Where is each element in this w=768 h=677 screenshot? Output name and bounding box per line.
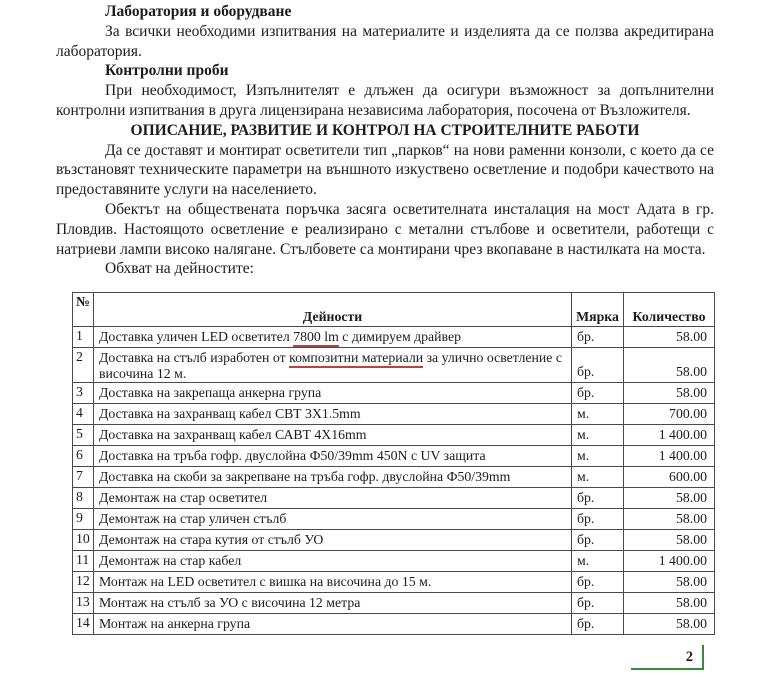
table-row (73, 614, 715, 635)
row-num: 13 (73, 593, 94, 614)
row-unit: м. (572, 551, 624, 572)
row-quantity: 1 400.00 (624, 425, 715, 446)
row-quantity: 58.00 (624, 488, 715, 509)
row-num: 14 (73, 614, 94, 635)
red-underline-annotation: 7800 lm (293, 329, 339, 347)
row-quantity: 58.00 (624, 383, 715, 404)
row-unit: м. (572, 404, 624, 425)
row-activity (94, 348, 572, 383)
row-quantity: 58.00 (624, 572, 715, 593)
row-activity: Демонтаж на стара кутия от стълб УО (94, 530, 572, 551)
table-row (73, 593, 715, 614)
heading-description: ОПИСАНИЕ, РАЗВИТИЕ И КОНТРОЛ НА СТРОИТЕЛНИТЕ РАБОТИ (130, 121, 640, 139)
page-number-frame (631, 645, 704, 670)
row-activity: Монтаж на LED осветител с вишка на височина до 15 м. (94, 572, 572, 593)
row-activity: Монтаж на стълб за УО с височина 12 метра (94, 593, 572, 614)
row-quantity: 700.00 (624, 404, 715, 425)
row-activity: Доставка на захранващ кабел САВТ 4Х16mm (94, 425, 572, 446)
para-laboratory: За всички необходими изпитвания на материалите и изделията да се ползва акредитирана лаборатория. (56, 22, 714, 60)
page-number: 2 (685, 649, 693, 665)
row-unit: м. (572, 467, 624, 488)
row-activity: Монтаж на анкерна група (94, 614, 572, 635)
table-row (73, 467, 715, 488)
row-quantity: 1 400.00 (624, 446, 715, 467)
activity-text: с димируем драйвер (338, 329, 462, 344)
table-row (73, 446, 715, 467)
row-quantity: 58.00 (624, 348, 715, 383)
row-num: 11 (73, 551, 94, 572)
row-unit: м. (572, 446, 624, 467)
row-quantity: 58.00 (624, 509, 715, 530)
table-row (73, 348, 715, 383)
row-num: 10 (73, 530, 94, 551)
row-quantity: 58.00 (624, 327, 715, 348)
row-quantity: 1 400.00 (624, 551, 715, 572)
row-quantity: 600.00 (624, 467, 715, 488)
row-unit: бр. (572, 327, 624, 348)
row-num: 6 (73, 446, 94, 467)
para-object: Обектът на обществената поръчка засяга осветителната инсталация на мост Адата в гр. Пловдив. Настоящото осветление е реализирано с метални стълбове и осветители, работещи с натриеви лампи високо налягане. Стълбовете са монтирани чрез вкопаване в настилката на моста. (56, 200, 714, 258)
row-activity: Доставка на захранващ кабел СВТ 3Х1.5mm (94, 404, 572, 425)
header-quantity: Количество (624, 293, 715, 327)
para-scope: Обхват на дейностите: (105, 260, 254, 278)
row-unit: бр. (572, 530, 624, 551)
header-unit: Мярка (572, 293, 624, 327)
row-num: 3 (73, 383, 94, 404)
row-quantity: 58.00 (624, 593, 715, 614)
table-row (73, 327, 715, 348)
row-activity: Демонтаж на стар уличен стълб (94, 509, 572, 530)
row-num: 5 (73, 425, 94, 446)
row-unit: бр. (572, 383, 624, 404)
row-quantity: 58.00 (624, 530, 715, 551)
table-row (73, 383, 715, 404)
header-activity: Дейности (94, 293, 572, 327)
row-activity: Доставка на закрепаща анкерна група (94, 383, 572, 404)
row-num: 9 (73, 509, 94, 530)
para-delivery: Да се доставят и монтират осветители тип „парков“ на нови раменни конзоли, с което да се възстановят техническите параметри на външното изкуствено осветление и подобри качеството на предоставяните услуги на населението. (56, 141, 714, 199)
row-activity: Демонтаж на стар осветител (94, 488, 572, 509)
row-num: 12 (73, 572, 94, 593)
heading-control-samples: Контролни проби (105, 62, 229, 80)
activity-text: Доставка на стълб изработен от (99, 350, 290, 365)
row-unit: бр. (572, 348, 624, 383)
row-num: 2 (73, 348, 94, 383)
table-row (73, 509, 715, 530)
row-activity: Доставка на скоби за закрепване на тръба гофр. двуслойна Ф50/39mm (94, 467, 572, 488)
row-num: 1 (73, 327, 94, 348)
table-row (73, 572, 715, 593)
table-row (73, 488, 715, 509)
row-num: 4 (73, 404, 94, 425)
header-num: № (73, 293, 94, 327)
para-control-samples: При необходимост, Изпълнителят е длъжен да осигури възможност за допълнителни контролни изпитвания в друга лицензирана независима лаборатория, посочена от Възложителя. (56, 82, 714, 119)
activity-text: Доставка уличен LED осветител (99, 329, 294, 344)
row-num: 7 (73, 467, 94, 488)
red-underline-annotation: композитни материали (289, 350, 423, 368)
row-unit: бр. (572, 593, 624, 614)
table-row (73, 425, 715, 446)
row-num: 8 (73, 488, 94, 509)
row-activity: Доставка на тръба гофр. двуслойна Ф50/39mm 450N с UV защита (94, 446, 572, 467)
activity-text: за улично осветление с височина 12 м. (99, 350, 562, 381)
activities-table (72, 292, 715, 635)
heading-laboratory: Лаборатория и оборудване (105, 3, 292, 20)
table-row (73, 530, 715, 551)
row-unit: бр. (572, 572, 624, 593)
row-unit: бр. (572, 614, 624, 635)
row-quantity: 58.00 (624, 614, 715, 635)
row-unit: бр. (572, 509, 624, 530)
row-unit: бр. (572, 488, 624, 509)
document-body (56, 2, 714, 279)
table-row (73, 551, 715, 572)
row-activity: Демонтаж на стар кабел (94, 551, 572, 572)
row-unit: м. (572, 425, 624, 446)
table-row (73, 404, 715, 425)
table-header-row (73, 293, 715, 327)
row-activity (94, 327, 572, 348)
